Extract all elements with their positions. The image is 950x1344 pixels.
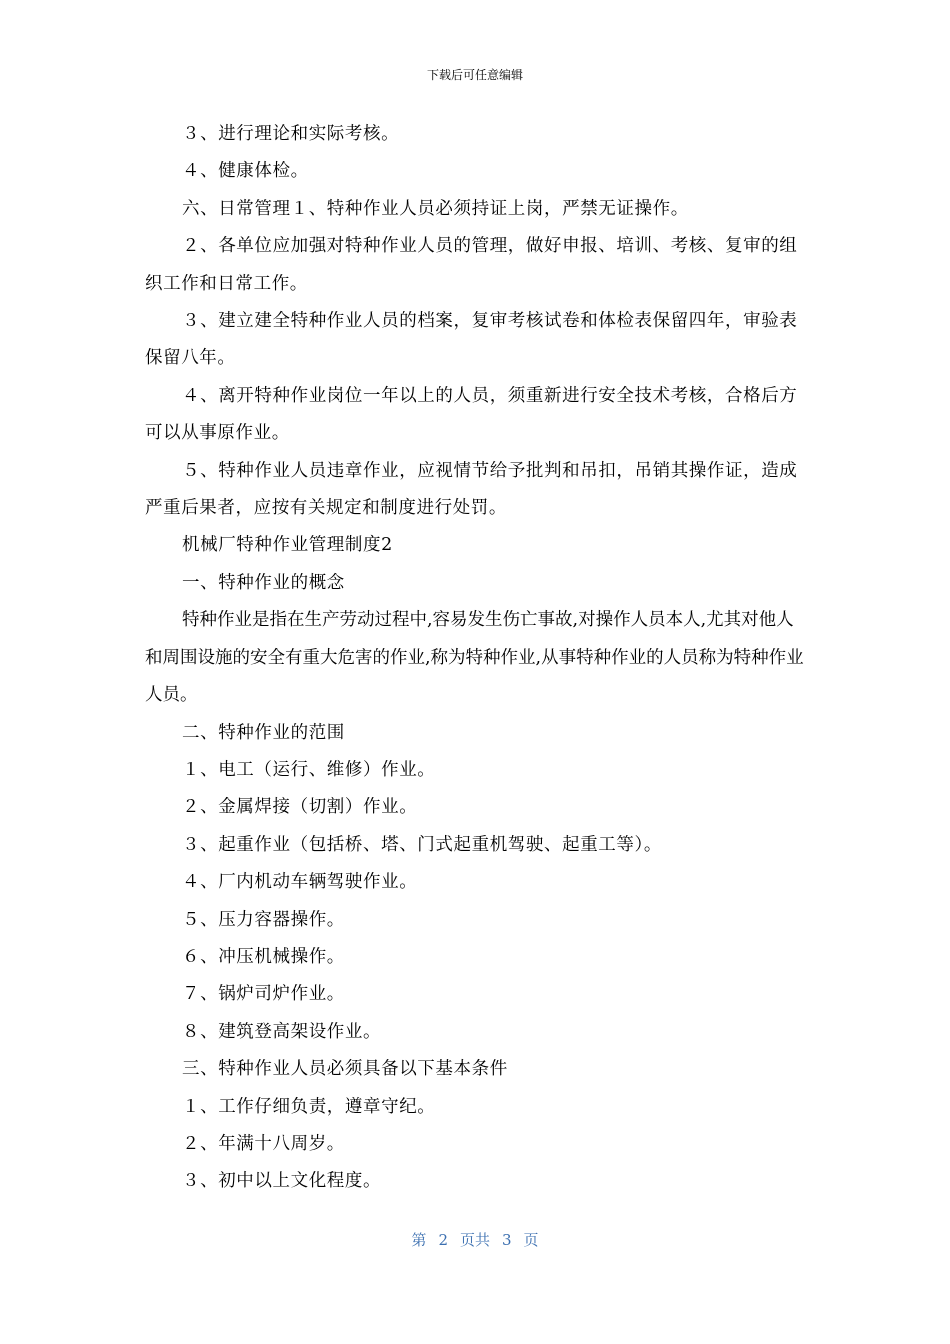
list-item: ８、建筑登高架设作业。 <box>182 1021 382 1042</box>
paragraph: ５、特种作业人员违章作业，应视情节给予批判和吊扣，吊销其操作证，造成严重后果者，应按有关规定和制度进行处罚。 <box>145 460 798 519</box>
page-footer <box>0 1230 950 1250</box>
list-item: ５、压力容器操作。 <box>182 909 345 930</box>
paragraph: ２、各单位应加强对特种作业人员的管理，做好申报、培训、考核、复审的组织工作和日常工作。 <box>145 236 798 294</box>
section-heading: 一、特种作业的概念 <box>182 572 345 593</box>
paragraph: ３、建立建全特种作业人员的档案，复审考核试卷和体检表保留四年，审验表保留八年。 <box>145 311 798 369</box>
list-item: ３、初中以上文化程度。 <box>182 1171 382 1192</box>
list-item: １、电工（运行、维修）作业。 <box>182 759 436 780</box>
footer-page-number: 2 <box>438 1231 448 1249</box>
footer-suffix: 页 <box>523 1231 539 1249</box>
section-heading: 三、特种作业人员必须具备以下基本条件 <box>182 1059 508 1080</box>
footer-total-pages: 3 <box>502 1231 512 1249</box>
paragraph: ４、离开特种作业岗位一年以上的人员，须重新进行安全技术考核，合格后方可以从事原作业。 <box>145 385 798 444</box>
list-item: ２、金属焊接（切割）作业。 <box>182 797 418 818</box>
document-body <box>145 116 807 1201</box>
footer-prefix: 第 <box>411 1231 427 1249</box>
list-item: １、工作仔细负责，遵章守纪。 <box>182 1096 436 1117</box>
list-item: ７、锅炉司炉作业。 <box>182 984 345 1005</box>
section-heading: 二、特种作业的范围 <box>182 722 345 743</box>
paragraph: ４、健康体检。 <box>182 161 309 182</box>
list-item: ２、年满十八周岁。 <box>182 1133 345 1154</box>
section-title: 机械厂特种作业管理制度2 <box>182 535 393 556</box>
list-item: ６、冲压机械操作。 <box>182 946 345 967</box>
page-header: 下载后可任意编辑 <box>426 68 523 82</box>
list-item: ４、厂内机动车辆驾驶作业。 <box>182 872 418 893</box>
footer-middle: 页共 <box>459 1231 490 1249</box>
paragraph: 特种作业是指在生产劳动过程中,容易发生伤亡事故,对操作人员本人,尤其对他人和周围设施的安全有重大危害的作业,称为特种作业,从事特种作业的人员称为特种作业人员。 <box>145 610 804 706</box>
paragraph: 六、日常管理１、特种作业人员必须持证上岗，严禁无证操作。 <box>182 198 689 219</box>
paragraph: ３、进行理论和实际考核。 <box>182 124 400 144</box>
list-item: ３、起重作业（包括桥、塔、门式起重机驾驶、起重工等）。 <box>182 834 662 855</box>
